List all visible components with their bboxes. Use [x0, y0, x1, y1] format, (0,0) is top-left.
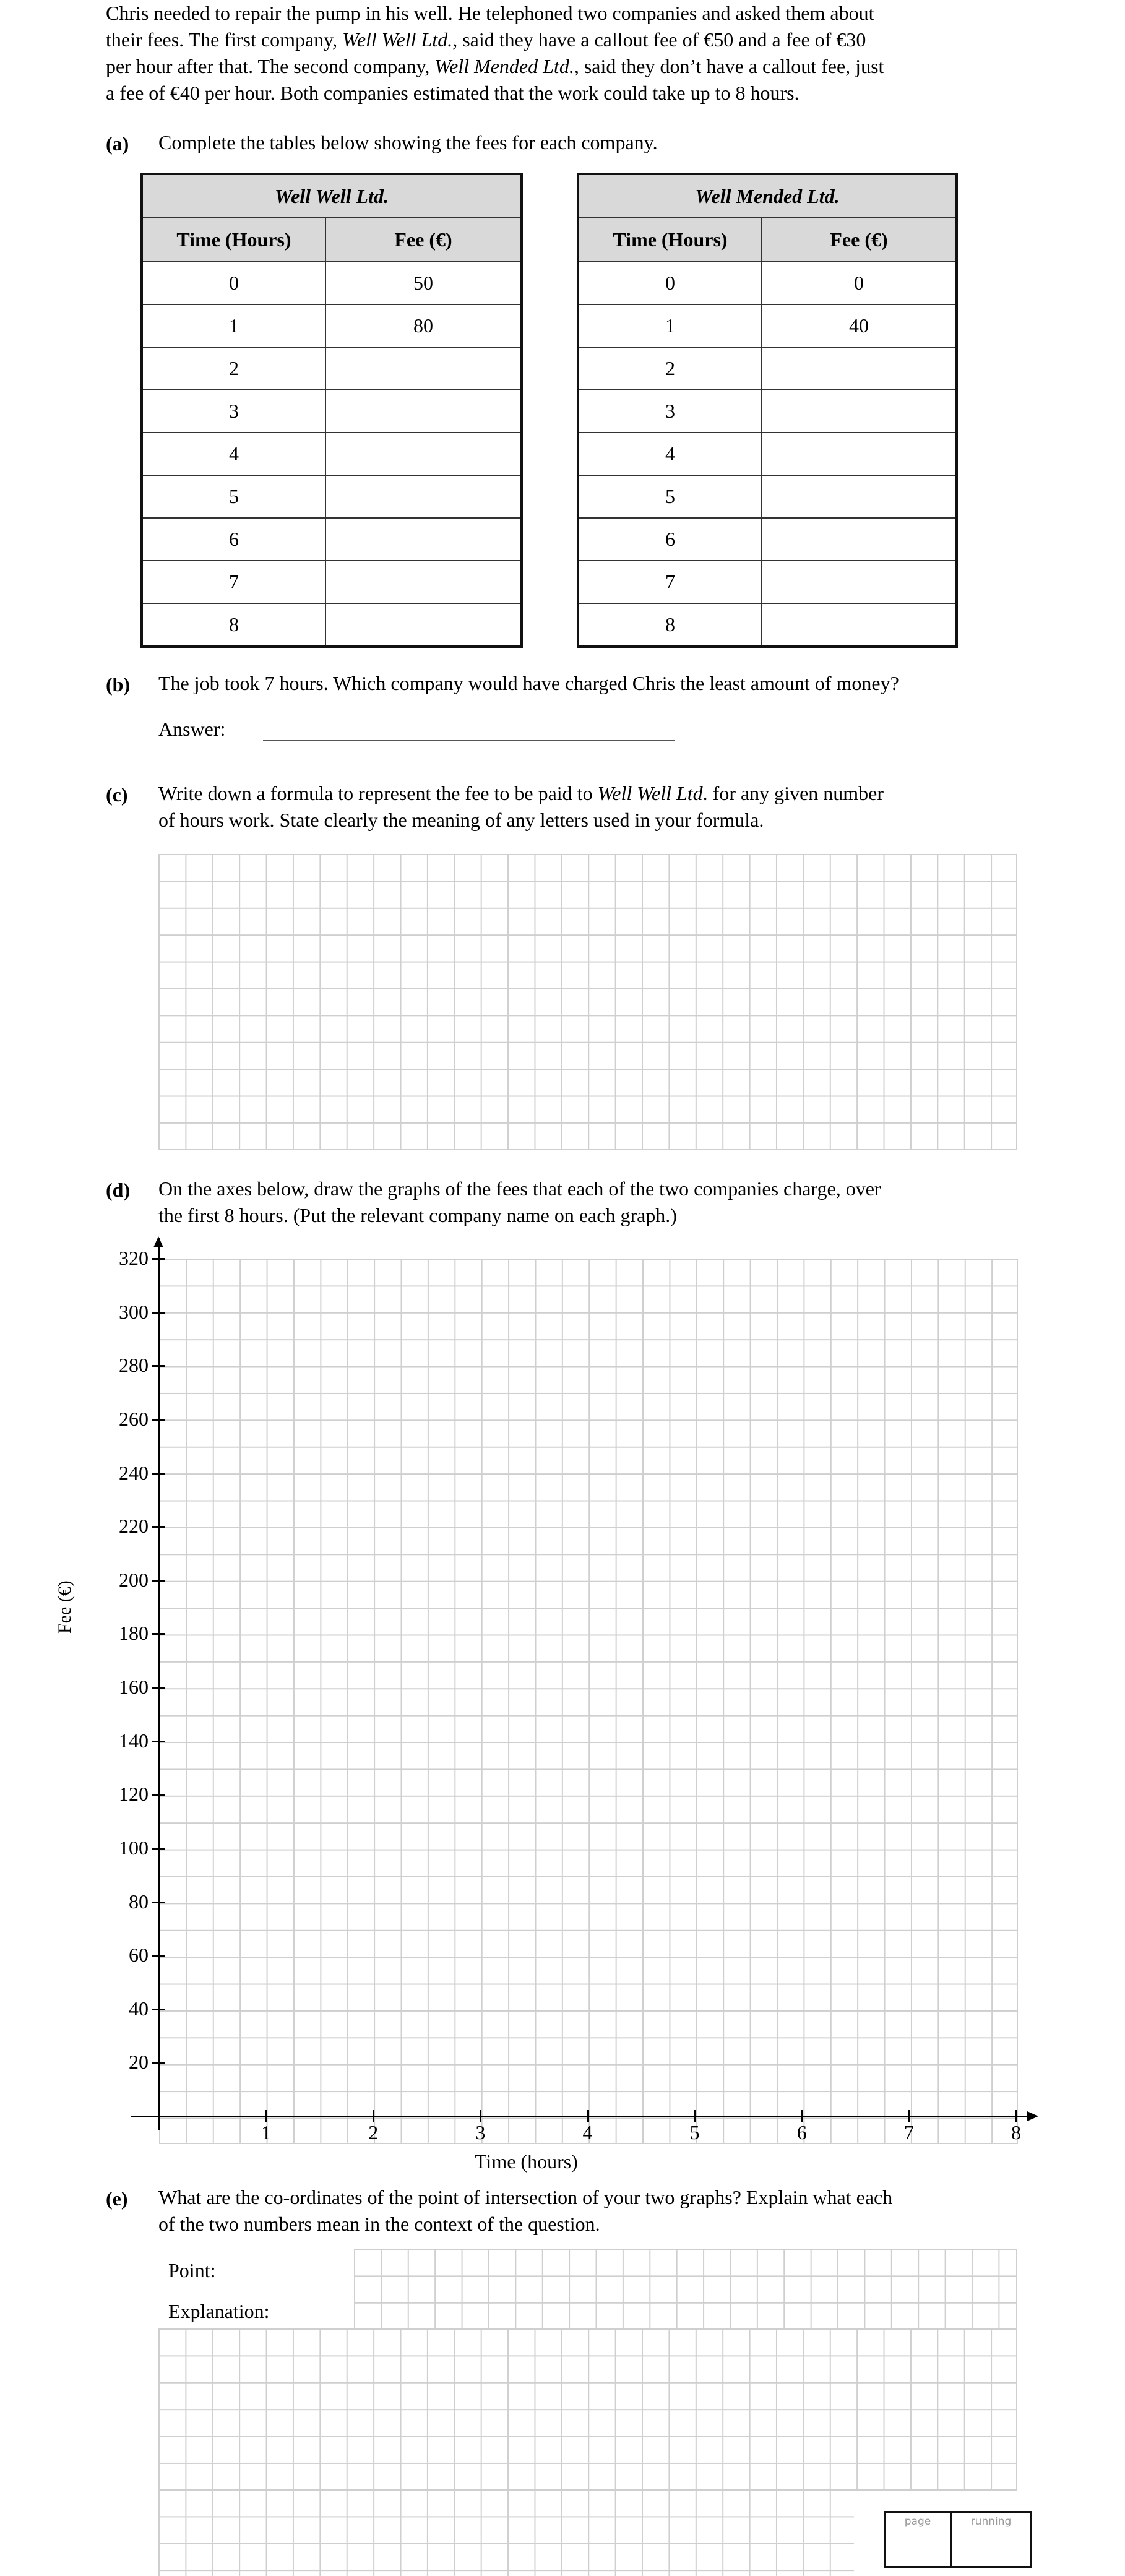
table-row — [578, 304, 957, 347]
y-tick-label: 280 — [119, 1354, 149, 1377]
table-row — [142, 603, 522, 647]
x-tick-label: 3 — [475, 2121, 486, 2143]
x-tick-mark — [1015, 2110, 1017, 2122]
y-tick-mark — [152, 1419, 165, 1421]
table-company-header: Well Mended Ltd. — [578, 174, 957, 218]
table-row — [578, 347, 957, 390]
table-row — [142, 561, 522, 603]
table-row — [142, 347, 522, 390]
part-e-label: (e) — [106, 2187, 128, 2210]
time-cell: 0 — [578, 262, 762, 304]
y-tick-label: 140 — [119, 1729, 149, 1752]
table-row — [578, 561, 957, 603]
explanation-label: Explanation: — [168, 2300, 270, 2322]
table-row — [142, 433, 522, 475]
fee-table-well-well — [140, 173, 523, 648]
part-c-question: Write down a formula to represent the fee to be paid to Well Well Ltd. for any given number of hours work. State clearly the meaning of any letters used in your formula. — [158, 782, 884, 831]
working-grid-part-c[interactable] — [158, 854, 1017, 1150]
y-tick-label: 240 — [119, 1461, 149, 1484]
time-cell: 0 — [142, 262, 325, 304]
table-row — [142, 262, 522, 304]
time-cell: 5 — [142, 475, 325, 518]
y-tick-label: 220 — [119, 1515, 149, 1538]
time-cell: 6 — [578, 518, 762, 561]
y-tick-label: 160 — [119, 1676, 149, 1698]
table-row — [578, 518, 957, 561]
y-tick-mark — [152, 1258, 165, 1260]
x-tick-mark — [480, 2110, 481, 2122]
fee-cell[interactable] — [762, 603, 957, 647]
y-tick-mark — [152, 1848, 165, 1850]
part-d-label: (d) — [106, 1179, 131, 1201]
x-tick-mark — [908, 2110, 910, 2122]
y-tick-mark — [152, 2062, 165, 2064]
y-tick-mark — [152, 1312, 165, 1314]
table-row — [578, 390, 957, 433]
x-tick-mark — [373, 2110, 374, 2122]
time-cell: 1 — [578, 304, 762, 347]
table-company-header: Well Well Ltd. — [142, 174, 522, 218]
table-row — [142, 475, 522, 518]
fee-cell: 80 — [325, 304, 522, 347]
working-grid-part-e-bottom[interactable] — [158, 2489, 854, 2576]
fee-cell[interactable] — [325, 475, 522, 518]
y-tick-label: 320 — [119, 1247, 149, 1269]
y-tick-mark — [152, 1633, 165, 1635]
time-cell: 3 — [578, 390, 762, 433]
time-cell: 4 — [578, 433, 762, 475]
time-cell: 1 — [142, 304, 325, 347]
part-b-label: (b) — [106, 673, 131, 696]
x-tick-mark — [694, 2110, 696, 2122]
intro-line-4: a fee of €40 per hour. Both companies estimated that the work could take up to 8 hours. — [106, 82, 800, 104]
company-name-well-mended: Well Mended Ltd. — [434, 55, 574, 77]
y-tick-mark — [152, 1526, 165, 1528]
time-cell: 8 — [142, 603, 325, 647]
y-axis-line — [158, 1238, 160, 2130]
fee-cell[interactable] — [325, 518, 522, 561]
time-cell: 5 — [578, 475, 762, 518]
fee-cell: 50 — [325, 262, 522, 304]
working-grid-part-e-top[interactable] — [354, 2249, 1017, 2330]
column-header-time: Time (Hours) — [142, 218, 325, 262]
time-cell: 4 — [142, 433, 325, 475]
x-tick-label: 1 — [261, 2121, 272, 2143]
y-tick-label: 300 — [119, 1300, 149, 1323]
intro-line-2: their fees. The first company, Well Well Ltd., said they have a callout fee of €50 and a fee of €30 — [106, 28, 866, 51]
y-tick-label: 260 — [119, 1407, 149, 1430]
x-axis-arrow-icon — [1027, 2111, 1038, 2121]
point-label: Point: — [168, 2259, 216, 2281]
y-tick-label: 20 — [129, 2051, 149, 2074]
y-tick-mark — [152, 1580, 165, 1582]
fee-cell[interactable] — [762, 475, 957, 518]
fee-cell[interactable] — [762, 390, 957, 433]
table-row — [142, 518, 522, 561]
running-score-field[interactable]: running — [970, 2515, 1012, 2528]
x-tick-label: 8 — [1011, 2121, 1021, 2143]
x-tick-label: 2 — [368, 2121, 379, 2143]
x-axis-title: Time (hours) — [475, 2150, 578, 2173]
part-b-question: The job took 7 hours. Which company would have charged Chris the least amount of money? — [158, 672, 899, 694]
y-tick-mark — [152, 1365, 165, 1367]
x-tick-label: 7 — [903, 2121, 914, 2143]
y-tick-label: 180 — [119, 1622, 149, 1645]
y-tick-mark — [152, 1794, 165, 1796]
working-grid-part-e[interactable] — [158, 2328, 1017, 2491]
fee-cell[interactable] — [325, 603, 522, 647]
y-tick-mark — [152, 1741, 165, 1742]
y-tick-mark — [152, 1955, 165, 1957]
table-row — [578, 475, 957, 518]
fee-cell[interactable] — [762, 347, 957, 390]
y-tick-label: 200 — [119, 1568, 149, 1591]
x-tick-mark — [801, 2110, 803, 2122]
table-row — [142, 390, 522, 433]
x-tick-mark — [265, 2110, 267, 2122]
time-cell: 2 — [578, 347, 762, 390]
column-header-time: Time (Hours) — [578, 218, 762, 262]
intro-line-3: per hour after that. The second company, Well Mended Ltd., said they don’t have a callout fee, just — [106, 55, 884, 77]
y-tick-mark — [152, 1473, 165, 1475]
company-name-well-well: Well Well Ltd. — [342, 28, 453, 51]
x-tick-label: 4 — [582, 2121, 593, 2143]
page-score-field[interactable]: page — [886, 2513, 952, 2566]
column-header-fee: Fee (€) — [762, 218, 957, 262]
y-tick-mark — [152, 1687, 165, 1689]
fee-cell[interactable] — [762, 561, 957, 603]
fee-cell[interactable] — [325, 561, 522, 603]
fee-cell[interactable] — [762, 433, 957, 475]
fee-cell[interactable] — [325, 347, 522, 390]
y-tick-label: 120 — [119, 1783, 149, 1806]
table-row — [578, 433, 957, 475]
y-tick-mark — [152, 1902, 165, 1903]
y-axis-title: Fee (€) — [54, 1580, 75, 1634]
fee-cell[interactable] — [325, 390, 522, 433]
x-tick-label: 5 — [689, 2121, 700, 2143]
fee-cell[interactable] — [762, 518, 957, 561]
y-axis-arrow-icon — [153, 1236, 163, 1247]
part-a-label: (a) — [106, 132, 129, 155]
time-cell: 7 — [142, 561, 325, 603]
part-d-question: On the axes below, draw the graphs of the fees that each of the two companies charge, over the first 8 hours. (Put the relevant company name on each graph.) — [158, 1178, 881, 1226]
x-tick-label: 6 — [796, 2121, 807, 2143]
y-tick-mark — [152, 2009, 165, 2010]
answer-input-line[interactable] — [263, 718, 675, 741]
fee-cell: 40 — [762, 304, 957, 347]
part-c-label: (c) — [106, 783, 128, 806]
intro-paragraph — [106, 0, 1022, 106]
time-cell: 2 — [142, 347, 325, 390]
page-running-box — [884, 2511, 1032, 2568]
time-cell: 7 — [578, 561, 762, 603]
time-cell: 3 — [142, 390, 325, 433]
fee-cell: 0 — [762, 262, 957, 304]
time-cell: 8 — [578, 603, 762, 647]
fee-table-well-mended — [577, 173, 958, 648]
graph-grid[interactable] — [159, 1259, 1018, 2144]
part-a-question: Complete the tables below showing the fees for each company. — [158, 131, 658, 153]
answer-label: Answer: — [158, 718, 226, 740]
table-row — [142, 304, 522, 347]
time-cell: 6 — [142, 518, 325, 561]
y-tick-label: 100 — [119, 1836, 149, 1859]
intro-line-1: Chris needed to repair the pump in his well. He telephoned two companies and asked them about — [106, 2, 874, 24]
y-tick-label: 60 — [129, 1944, 149, 1966]
fee-cell[interactable] — [325, 433, 522, 475]
column-header-fee: Fee (€) — [325, 218, 522, 262]
x-tick-mark — [587, 2110, 589, 2122]
table-row — [578, 262, 957, 304]
table-row — [578, 603, 957, 647]
part-e-question: What are the co-ordinates of the point of intersection of your two graphs? Explain what each of the two numbers mean in the context of the question. — [158, 2186, 893, 2235]
y-tick-label: 80 — [129, 1890, 149, 1913]
y-tick-label: 40 — [129, 1997, 149, 2020]
